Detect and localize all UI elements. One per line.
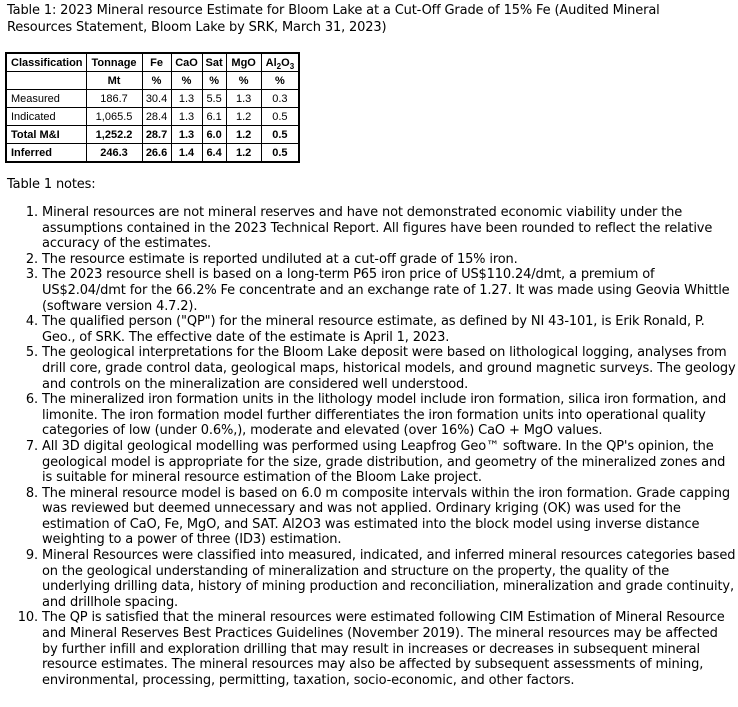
table-row-measured bbox=[6, 90, 299, 108]
units-cell-al2o3: % bbox=[261, 72, 299, 90]
cell-tonnage: 186.7 bbox=[86, 90, 142, 108]
column-header-fe: Fe bbox=[142, 53, 171, 72]
units-cell-mgo: % bbox=[226, 72, 261, 90]
note-item-7: 7. All 3D digital geological modelling was performed using Leapfrog Geo™ software. In the QP's opinion, the geological model is appropriate for the size, grade distribution, and geometry of the mineralized zones and is suitable for mineral resource estimation of the Bloom Lake project. bbox=[42, 439, 738, 486]
table-header-row bbox=[6, 53, 299, 72]
column-header-tonnage: Tonnage bbox=[86, 53, 142, 72]
mineral-resource-table bbox=[5, 52, 300, 163]
cell-sat: 5.5 bbox=[202, 90, 226, 108]
cell-cao: 1.4 bbox=[171, 144, 202, 163]
cell-al2o3: 0.5 bbox=[261, 126, 299, 144]
units-cell-fe: % bbox=[142, 72, 171, 90]
units-cell-sat: % bbox=[202, 72, 226, 90]
column-header-sat: Sat bbox=[202, 53, 226, 72]
cell-mgo: 1.2 bbox=[226, 126, 261, 144]
cell-al2o3: 0.5 bbox=[261, 144, 299, 163]
al2o3-subscript-2: 2 bbox=[276, 61, 282, 71]
note-item-4: 4. The qualified person ("QP") for the mineral resource estimate, as defined by NI 43-101, is Erik Ronald, P. Geo., of SRK. The effective date of the estimate is April 1, 2023. bbox=[42, 314, 738, 345]
cell-al2o3: 0.5 bbox=[261, 108, 299, 126]
table-row-total-mi bbox=[6, 126, 299, 144]
column-header-classification: Classification bbox=[6, 53, 86, 72]
table-units-row bbox=[6, 72, 299, 90]
note-item-8: 8. The mineral resource model is based on 6.0 m composite intervals within the iron formation. Grade capping was reviewed but deemed unnecessary and was not applied. Ordinary kriging (OK) was used for the estimation of CaO, Fe, MgO, and SAT. Al2O3 was estimated into the block model using inverse distance weighting to a power of three (ID3) estimation. bbox=[42, 486, 738, 548]
cell-cao: 1.3 bbox=[171, 126, 202, 144]
cell-sat: 6.4 bbox=[202, 144, 226, 163]
note-item-10: 10. The QP is satisfied that the mineral resources were estimated following CIM Estimation of Mineral Resource and Mineral Reserves Best Practices Guidelines (November 2019). The mineral resources may be affected by further infill and exploration drilling that may result in increases or decreases in subsequent mineral resource estimates. The mineral resources may also be affected by subsequent assessments of mining, environmental, processing, permitting, taxation, socio-economic, and other factors. bbox=[42, 610, 738, 688]
note-item-3: 3. The 2023 resource shell is based on a long-term P65 iron price of US$110.24/dmt, a premium of US$2.04/dmt for the 66.2% Fe concentrate and an exchange rate of 1.27. It was made using Geovia Whittle (software version 4.7.2). bbox=[42, 267, 738, 314]
notes-heading: Table 1 notes: bbox=[7, 177, 96, 192]
table-row-inferred bbox=[6, 144, 299, 163]
note-item-6: 6. The mineralized iron formation units in the lithology model include iron formation, silica iron formation, and limonite. The iron formation model further differentiates the iron formation units into operational quality categories of low (under 0.6%,), moderate and elevated (over 16%) CaO + MgO values. bbox=[42, 392, 738, 439]
cell-al2o3: 0.3 bbox=[261, 90, 299, 108]
cell-classification: Indicated bbox=[6, 108, 86, 126]
table-row-indicated bbox=[6, 108, 299, 126]
note-item-9: 9. Mineral Resources were classified into measured, indicated, and inferred mineral resources categories based on the geological understanding of mineralization and structure on the property, the quality of the underlying drilling data, history of mining production and reconciliation, mineralization and grade continuity, and drillhole spacing. bbox=[42, 548, 738, 610]
note-item-2: 2. The resource estimate is reported undiluted at a cut-off grade of 15% iron. bbox=[42, 252, 738, 268]
cell-mgo: 1.2 bbox=[226, 108, 261, 126]
note-item-5: 5. The geological interpretations for the Bloom Lake deposit were based on lithological logging, analyses from drill core, grade control data, geological maps, historical models, and ground magnetic surveys. The geology and controls on the mineralization are considered well understood. bbox=[42, 345, 738, 392]
column-header-al2o3 bbox=[261, 53, 299, 72]
cell-mgo: 1.2 bbox=[226, 144, 261, 163]
cell-fe: 30.4 bbox=[142, 90, 171, 108]
units-cell-empty bbox=[6, 72, 86, 90]
cell-mgo: 1.3 bbox=[226, 90, 261, 108]
al2o3-subscript-3: 3 bbox=[289, 61, 295, 71]
units-cell-tonnage: Mt bbox=[86, 72, 142, 90]
notes-list bbox=[7, 205, 738, 688]
cell-cao: 1.3 bbox=[171, 108, 202, 126]
cell-tonnage: 246.3 bbox=[86, 144, 142, 163]
cell-classification: Total M&I bbox=[6, 126, 86, 144]
cell-fe: 26.6 bbox=[142, 144, 171, 163]
cell-cao: 1.3 bbox=[171, 90, 202, 108]
column-header-cao: CaO bbox=[171, 53, 202, 72]
cell-tonnage: 1,252.2 bbox=[86, 126, 142, 144]
cell-fe: 28.4 bbox=[142, 108, 171, 126]
table-title: Table 1: 2023 Mineral resource Estimate for Bloom Lake at a Cut-Off Grade of 15% Fe (Audited Mineral Resources Statement, Bloom Lake by SRK, March 31, 2023) bbox=[7, 3, 660, 35]
al2o3-base: Al bbox=[265, 56, 277, 69]
cell-sat: 6.0 bbox=[202, 126, 226, 144]
note-item-1: 1. Mineral resources are not mineral reserves and have not demonstrated economic viability under the assumptions contained in the 2023 Technical Report. All figures have been rounded to reflect the relative accuracy of the estimates. bbox=[42, 205, 738, 252]
al2o3-oxide: O bbox=[281, 56, 290, 69]
column-header-mgo: MgO bbox=[226, 53, 261, 72]
cell-tonnage: 1,065.5 bbox=[86, 108, 142, 126]
cell-fe: 28.7 bbox=[142, 126, 171, 144]
cell-classification: Measured bbox=[6, 90, 86, 108]
cell-sat: 6.1 bbox=[202, 108, 226, 126]
units-cell-cao: % bbox=[171, 72, 202, 90]
cell-classification: Inferred bbox=[6, 144, 86, 163]
